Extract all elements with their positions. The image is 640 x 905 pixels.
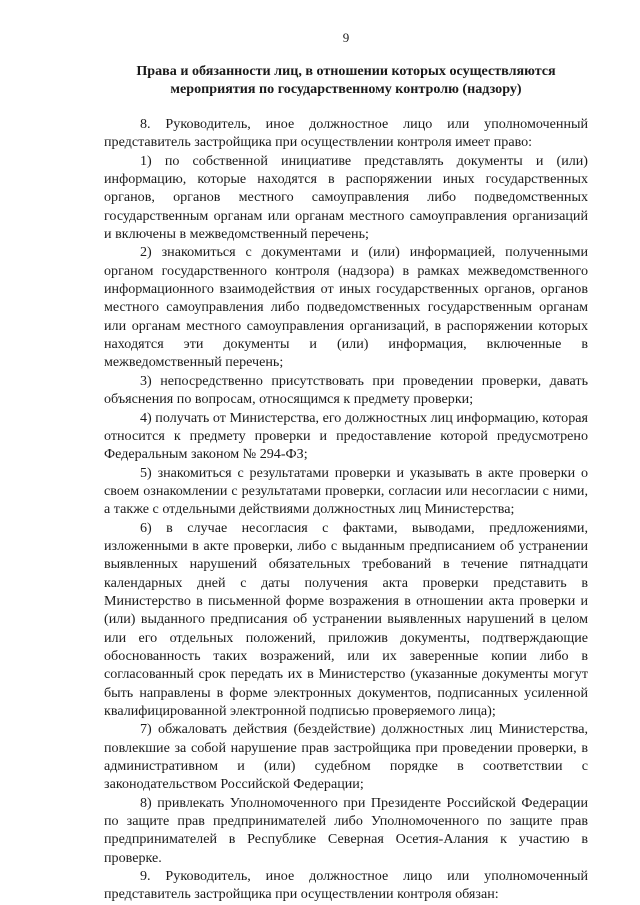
section-heading: [104, 62, 588, 98]
heading-line-1: Права и обязанности лиц, в отношении которых осуществляются: [136, 63, 556, 79]
paragraph-8-item-5: 5) знакомиться с результатами проверки и указывать в акте проверки о своем ознакомлении с результатами проверки, согласии или несогласии с ними, а также с отдельными действиями должностных лиц Министерства;: [104, 464, 588, 518]
paragraph-8: 8. Руководитель, иное должностное лицо или уполномоченный представитель застройщика при осуществлении контроля имеет право:: [104, 116, 588, 151]
paragraph-8-item-6: 6) в случае несогласия с фактами, выводами, предложениями, изложенными в акте проверки, либо с выданным предписанием об устранении выявленных нарушений обязательных требований в течение пятнадцати календарных дней с даты получения акта проверки представить в Министерство в письменной форме возражения в отношении акта проверки и (или) выданного предписания об устранении выявленных нарушений в целом или его отдельных положений, приложив документы, подтверждающие обоснованность таких возражений, или их заверенные копии либо в согласованный срок передать их в Министерство (указанные документы могут быть направлены в форме электронных документов, подписанных усиленной квалифицированной электронной подписью проверяемого лица);: [104, 519, 588, 719]
paragraph-9: 9. Руководитель, иное должностное лицо или уполномоченный представитель застройщика при осуществлении контроля обязан:: [104, 868, 588, 903]
paragraph-8-item-1: 1) по собственной инициативе представлять документы и (или) информацию, которые находятся в распоряжении иных государственных органов, органов местного самоуправления либо подведомственных государственным органам или органам местного самоуправления организаций и включены в межведомственный перечень;: [104, 152, 588, 243]
paragraph-8-item-8: 8) привлекать Уполномоченного при Президенте Российской Федерации по защите прав предпринимателей либо Уполномоченного по защите прав предпринимателей в Республике Северная Осетия-Алания к участию в проверке.: [104, 794, 588, 866]
page-number: 9: [342, 30, 350, 45]
paragraph-8-item-7: 7) обжаловать действия (бездействие) должностных лиц Министерства, повлекшие за собой нарушение прав застройщика при проведении проверки, в административном и (или) судебном порядке в соответствии с законодательством Российской Федерации;: [104, 721, 588, 793]
paragraph-8-item-2: 2) знакомиться с документами и (или) информацией, полученными органом государственного контроля (надзора) в рамках межведомственного информационного взаимодействия от иных государственных органов, органов местного самоуправления либо подведомственных государственным органам или органам местного самоуправления организаций, в распоряжении которых находятся эти документы и (или) информация, включенные в межведомственный перечень;: [104, 244, 588, 371]
paragraph-8-item-3: 3) непосредственно присутствовать при проведении проверки, давать объяснения по вопросам, относящимся к предмету проверки;: [104, 372, 588, 408]
heading-line-2: мероприятия по государственному контролю (надзору): [170, 81, 522, 97]
paragraph-8-item-4: 4) получать от Министерства, его должностных лиц информацию, которая относится к предмету проверки и предоставление которой предусмотрено Федеральным законом № 294-ФЗ;: [104, 409, 588, 463]
